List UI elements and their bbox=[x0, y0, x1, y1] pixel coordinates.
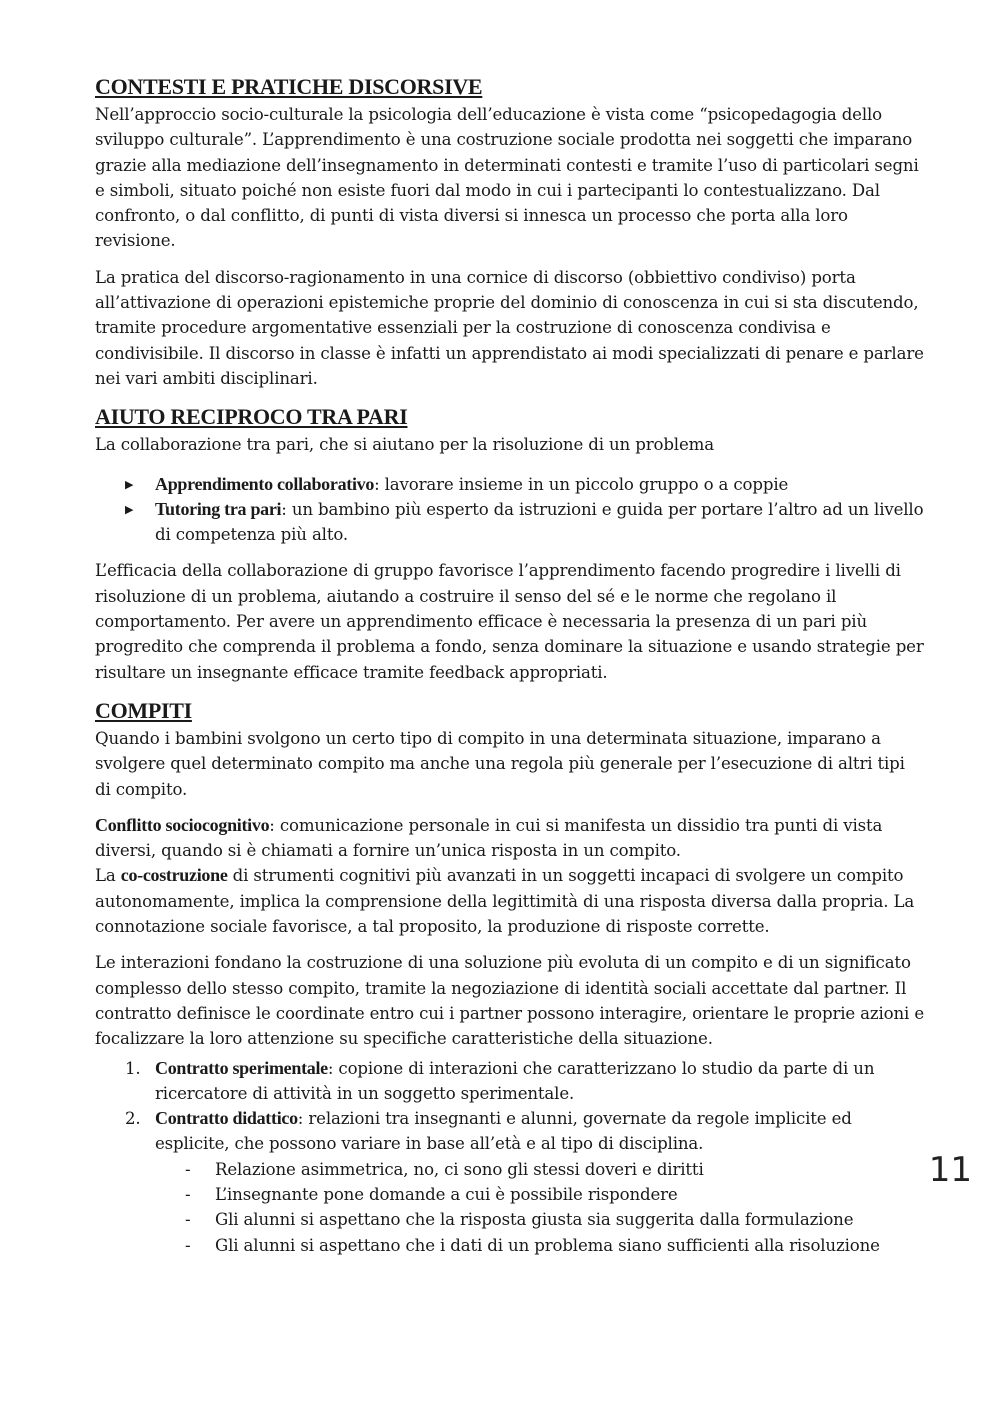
definition: : un bambino più esperto da istruzioni e guida per portare l’altro ad un livello di competenza più alto. bbox=[155, 499, 924, 545]
dash-bullet-icon: - bbox=[185, 1184, 191, 1204]
list-item bbox=[125, 1106, 925, 1258]
list-text: Gli alunni si aspettano che i dati di un problema siano sufficienti alla risoluzione bbox=[215, 1235, 880, 1255]
definition: : relazioni tra insegnanti e alunni, governate da regole implicite ed esplicite, che possono variare in base all’età e al tipo di disciplina. bbox=[155, 1109, 852, 1154]
definition: di strumenti cognitivi più avanzati in un soggetti incapaci di svolgere un compito autonomamente, implica la comprensione della legittimità di una risposta diversa dalla propria. La connotazione sociale favorisce, a tal proposito, la produzione di risposte corrette. bbox=[95, 866, 915, 937]
paragraph: Nell’approccio socio-culturale la psicologia dell’educazione è vista come “psicopedagogia dello sviluppo culturale”. L’apprendimento è una costruzione sociale prodotta nei soggetti che imparano grazie alla mediazione dell’insegnamento in determinati contesti e tramite l’uso di particolari segni e simboli, situato poiché non esiste fuori dal modo in cui i partecipanti lo contestualizzano. Dal confronto, o dal conflitto, di punti di vista diversi si innesca un processo che porta alla loro revisione. bbox=[95, 105, 919, 251]
term: Contratto didattico bbox=[155, 1108, 298, 1129]
list-number: 2. bbox=[125, 1109, 141, 1129]
page-number: 11 bbox=[928, 1150, 972, 1190]
paragraph: L’efficacia della collaborazione di gruppo favorisce l’apprendimento facendo progredire i livelli di risoluzione di un problema, aiutando a costruire il senso del sé e le norme che regolano il comportamento. Per avere un apprendimento efficace è necessaria la presenza di un pari più progredito che comprenda il problema a fondo, senza dominare la situazione e usando strategie per risultare un insegnante efficace tramite feedback appropriati. bbox=[95, 561, 924, 682]
dash-bullet-icon: - bbox=[185, 1210, 191, 1230]
page-content bbox=[95, 72, 925, 1258]
heading-contesti: CONTESTI E PRATICHE DISCORSIVE bbox=[95, 74, 483, 99]
dash-bullet-icon: - bbox=[185, 1235, 191, 1255]
definition: : copione di interazioni che caratterizzano lo studio da parte di un ricercatore di attività in un soggetto sperimentale. bbox=[155, 1058, 875, 1103]
definition: : lavorare insieme in un piccolo gruppo o a coppie bbox=[374, 474, 789, 494]
dash-bullet-icon: - bbox=[185, 1159, 191, 1179]
numbered-list bbox=[95, 1056, 925, 1258]
list-item bbox=[125, 497, 925, 548]
list-item bbox=[185, 1207, 925, 1232]
heading-compiti: COMPITI bbox=[95, 697, 192, 723]
triangle-bullet-icon: ▶ bbox=[125, 477, 134, 491]
list-item bbox=[125, 472, 925, 497]
paragraph: Le interazioni fondano la costruzione di una soluzione più evoluta di un compito e di un significato complesso dello stesso compito, tramite la negoziazione di identità sociali accettate dal partner. Il contratto definisce le coordinate entro cui i partner possono interagire, orientare le proprie azioni e focalizzare la loro attenzione su specifiche caratteristiche della situazione. bbox=[95, 953, 925, 1049]
term: Apprendimento collaborativo bbox=[155, 473, 375, 494]
term: Contratto sperimentale bbox=[155, 1057, 328, 1078]
term: Tutoring tra pari bbox=[155, 498, 282, 519]
bullet-list bbox=[95, 472, 925, 548]
paragraph bbox=[95, 813, 925, 939]
definition: : comunicazione personale in cui si manifesta un dissidio tra punti di vista diversi, quando si è chiamati a fornire un’unica risposta in un compito. bbox=[95, 815, 883, 861]
heading-aiuto-reciproco: AIUTO RECIPROCO TRA PARI bbox=[95, 404, 408, 430]
list-number: 1. bbox=[125, 1058, 141, 1078]
list-text: Relazione asimmetrica, no, ci sono gli stessi doveri e diritti bbox=[215, 1159, 704, 1179]
paragraph: La collaborazione tra pari, che si aiutano per la risoluzione di un problema bbox=[95, 435, 714, 455]
list-item bbox=[185, 1157, 925, 1182]
term: Conflitto sociocognitivo bbox=[95, 814, 270, 835]
triangle-bullet-icon: ▶ bbox=[125, 502, 134, 516]
paragraph: Quando i bambini svolgono un certo tipo di compito in una determinata situazione, imparano a svolgere quel determinato compito ma anche una regola più generale per l’esecuzione di altri tipi di compito. bbox=[95, 728, 905, 799]
list-text: L’insegnante pone domande a cui è possibile rispondere bbox=[215, 1184, 678, 1204]
list-item bbox=[125, 1056, 925, 1107]
list-item bbox=[185, 1182, 925, 1207]
dash-list bbox=[155, 1157, 925, 1258]
text: La bbox=[95, 866, 121, 886]
term: co-costruzione bbox=[120, 865, 228, 886]
list-item bbox=[185, 1233, 925, 1258]
paragraph: La pratica del discorso-ragionamento in una cornice di discorso (obbiettivo condiviso) porta all’attivazione di operazioni epistemiche proprie del dominio di conoscenza in cui si sta discutendo, tramite procedure argomentative essenziali per la costruzione di conoscenza condivisa e condivisibile. Il discorso in classe è infatti un apprendistato ai modi specializzati di penare e parlare nei vari ambiti disciplinari. bbox=[95, 267, 924, 388]
list-text: Gli alunni si aspettano che la risposta giusta sia suggerita dalla formulazione bbox=[215, 1210, 854, 1230]
